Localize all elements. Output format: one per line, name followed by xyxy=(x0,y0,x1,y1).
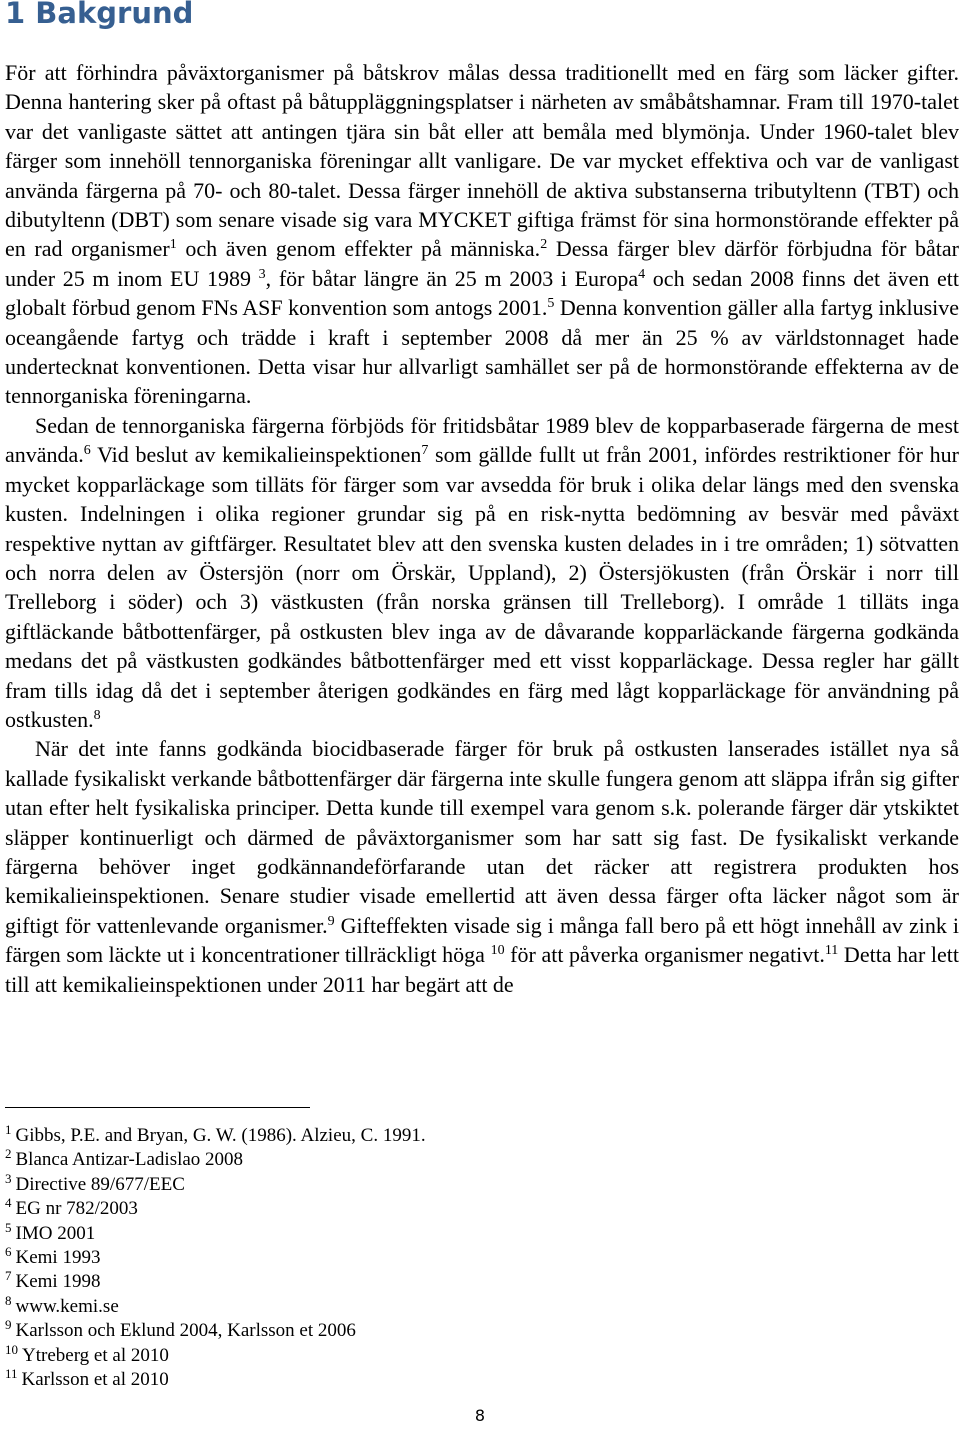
footnote-text: Gibbs, P.E. and Bryan, G. W. (1986). Alzieu, C. 1991. xyxy=(15,1125,426,1146)
paragraph-text: Gifteffekten visade sig i många fall bero på ett högt innehåll av zink i färgen som läckte ut i koncentrationer tillräckligt höga xyxy=(5,912,959,968)
paragraph-text: Dessa färger blev därför förbjudna för båtar under 25 m inom EU 1989 xyxy=(5,236,959,291)
footnote-text: Kemi 1993 xyxy=(15,1247,101,1269)
footnote-item xyxy=(5,1292,705,1319)
footnote-text: IMO 2001 xyxy=(15,1222,96,1244)
footnote-ref: 8 xyxy=(93,707,101,723)
paragraph-text: som gällde fullt ut från 2001, infördes restriktioner för hur mycket kopparläckage som tilläts för färger som var avsedda för bruk i olika delar längs med den svenska kusten. Indelningen i olika regioner grundar sig på en risk-nytta bedömning av besvär med påväxt respektive nyttan av giftfärger. Resultatet blev att den svenska kusten delades in i tre områden; 1) sötvatten och norra delen av Östersjön (norr om Örskär, Uppland), 2) Östersjökusten (från Örskär i norr till Trelleborg i söder) och 3) västkusten (från norska gränsen till Trelleborg). I område 1 tilläts inga giftläckande båtbottenfärger, på ostkusten blev inga av de dåvarande kopparläckande färgerna godkända medans det på västkusten godkändes båtbottenfärger med ett visst kopparläckage. Dessa regler har gällt fram tills idag då det i september återigen godkändes en färg med lågt kopparläckage för användning på ostkusten. xyxy=(5,442,959,732)
paragraph-text: och även genom effekter på människa. xyxy=(176,236,541,262)
paragraph-text: Denna konvention gäller alla fartyg inklusive oceangående fartyg och trädde i kraft i september 2008 då mer än 25 % av världstonnaget hade undertecknat konventionen. Detta visar hur allvarligt samhället ser på de hormonstörande effekterna av de tennorganiska föreningarna. xyxy=(5,295,960,409)
footnote-ref: 5 xyxy=(547,296,555,312)
section-title: Bakgrund xyxy=(35,0,194,30)
body-text xyxy=(5,58,959,999)
footnote-number: 5 xyxy=(5,1219,12,1235)
body-paragraph xyxy=(5,734,959,999)
footnote-item xyxy=(5,1341,705,1368)
footnote-list xyxy=(5,1124,705,1392)
paragraph-text: Vid beslut av kemikalieinspektionen xyxy=(90,442,422,468)
footnote-item xyxy=(5,1270,705,1294)
section-number: 1 xyxy=(5,0,26,30)
paragraph-text: och sedan 2008 finns det även ett globalt förbud genom FNs ASF konvention som antogs 2001. xyxy=(5,265,959,321)
footnote-item xyxy=(5,1170,705,1197)
footnote-rule xyxy=(5,1107,310,1108)
footnote-number: 10 xyxy=(5,1341,18,1357)
footnote-number: 1 xyxy=(5,1122,12,1137)
footnote-ref: 7 xyxy=(421,443,429,459)
footnote-ref: 3 xyxy=(258,266,266,282)
footnote-ref: 4 xyxy=(638,266,646,282)
footnote-text: Kemi 1998 xyxy=(15,1271,101,1293)
footnote-number: 2 xyxy=(5,1146,12,1162)
paragraph-text: för att påverka organismer negativt. xyxy=(504,942,825,968)
page-number: 8 xyxy=(474,1406,486,1425)
footnote-number: 3 xyxy=(5,1170,12,1186)
paragraph-text: När det inte fanns godkända biocidbaserade färger för bruk på ostkusten lanserades istället nya så kallade fysikaliskt verkande båtbottenfärger där färgerna inte skulle fungera genom att släppa ifrån sig gifter utan efter helt fysikaliska principer. Detta kunde till exempel vara genom s.k. polerande färger där ytskiktet släpper kontinuerligt och därmed de påväxtorganismer som har satt sig fast. De fysikaliskt verkande färgerna behöver inget godkännandeförfarande utan det räcker att registrera produkten hos kemikalieinspektionen. Senare studier visade emellertid att även dessa färger ofta läcker något som är giftigt för vattenlevande organismer. xyxy=(5,736,959,938)
footnote-ref: 9 xyxy=(327,913,335,929)
footnote-item xyxy=(5,1319,705,1343)
body-paragraph xyxy=(5,411,959,734)
footnote-ref: 2 xyxy=(540,237,548,253)
footnote-text: www.kemi.se xyxy=(15,1295,119,1317)
footnote-item xyxy=(5,1368,705,1392)
footnote-text: Blanca Antizar-Ladislao 2008 xyxy=(15,1149,244,1171)
footnote-text: Karlsson et al 2010 xyxy=(21,1369,169,1391)
paragraph-text: Detta har lett till att kemikalieinspektionen under 2011 har begärt att de xyxy=(5,942,959,997)
footnote-text: Ytreberg et al 2010 xyxy=(22,1344,169,1366)
footnote-text: Directive 89/677/EEC xyxy=(15,1173,185,1195)
footnote-number: 11 xyxy=(5,1366,18,1382)
footnote-text: Karlsson och Eklund 2004, Karlsson et 2006 xyxy=(15,1320,356,1342)
footnote-item xyxy=(5,1246,705,1270)
paragraph-text: Sedan de tennorganiska färgerna förbjöds för fritidsbåtar 1989 blev de kopparbaserade färgerna de mest använda. xyxy=(5,412,959,468)
footnote-number: 9 xyxy=(5,1317,12,1333)
paragraph-text: , för båtar längre än 25 m 2003 i Europa xyxy=(265,265,639,291)
footnote-item xyxy=(5,1124,705,1148)
footnote-ref: 1 xyxy=(169,237,177,253)
footnote-item xyxy=(5,1148,705,1172)
footnote-ref: 6 xyxy=(83,443,91,459)
footnote-number: 8 xyxy=(5,1292,12,1308)
footnote-ref: 10 xyxy=(490,943,505,959)
section-heading xyxy=(5,0,193,32)
footnote-number: 6 xyxy=(5,1244,12,1260)
footnote-item xyxy=(5,1219,705,1246)
footnote-number: 7 xyxy=(5,1268,12,1284)
body-paragraph xyxy=(5,58,959,411)
footnote-item xyxy=(5,1197,705,1221)
footnote-number: 4 xyxy=(5,1195,12,1211)
footnote-ref: 11 xyxy=(824,943,839,959)
footnote-text: EG nr 782/2003 xyxy=(15,1198,138,1220)
paragraph-text: För att förhindra påväxtorganismer på båtskrov målas dessa traditionellt med en färg som läcker gifter. Denna hantering sker på oftast på båtuppläggningsplatser i närheten av småbåtshamnar. Fram till 1970-talet var det vanligaste sättet att antingen tjära sin båt eller att bemåla med blymönja. Under 1960-talet blev färger som innehöll tennorganiska föreningar allt vanligare. De var mycket effektiva och var de vanligast använda färgerna på 70- och 80-talet. Dessa färger innehöll de aktiva substanserna tributyltenn (TBT) och dibutyltenn (DBT) som senare visade sig vara MYCKET giftiga främst för sina hormonstörande effekter på en rad organismer xyxy=(5,60,959,262)
